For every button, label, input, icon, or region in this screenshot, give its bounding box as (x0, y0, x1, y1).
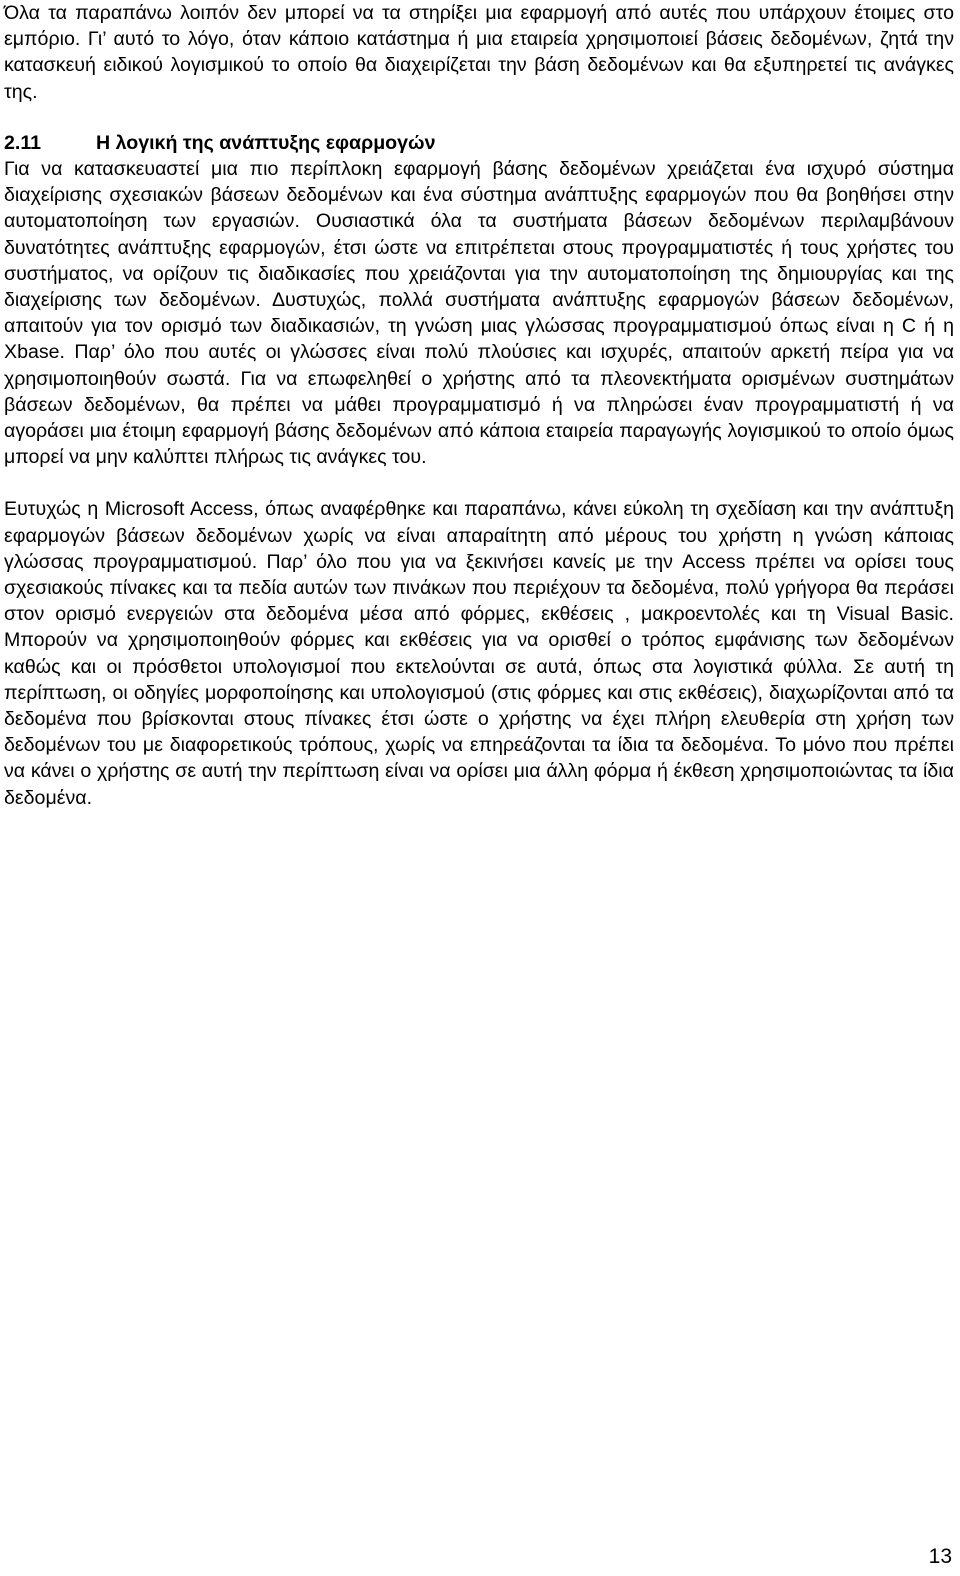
section-number: 2.11 (4, 131, 42, 154)
body-paragraph-2: Ευτυχώς η Microsoft Access, όπως αναφέρθηκε και παραπάνω, κάνει εύκολη τη σχεδίαση και την ανάπτυξη εφαρμογών βάσεων δεδομένων χωρίς να είναι απαραίτητη από μέρους του χρήστη η γνώση κάποιας γλώσσας προγραμματισμού. Παρ’ όλο που για να ξεκινήσει κανείς με την Access πρέπει να ορίσει τους σχεσιακούς πίνακες και τα πεδία αυτών των πινάκων που περιέχουν τα δεδομένα, πολύ γρήγορα θα περάσει στον ορισμό ενεργειών στα δεδομένα μέσα από φόρμες, εκθέσεις , μακροεντολές και τη Visual Basic. Μπορούν να χρησιμοποιηθούν φόρμες και εκθέσεις για να ορισθεί ο τρόπος εμφάνισης των δεδομένων καθώς και οι πρόσθετοι υπολογισμοί που εκτελούνται σε αυτά, όπως στα λογιστικά φύλλα. Σε αυτή τη περίπτωση, οι οδηγίες μορφοποίησης και υπολογισμού (στις φόρμες και στις εκθέσεις), διαχωρίζονται από τα δεδομένα που βρίσκονται στους πίνακες έτσι ώστε ο χρήστης να έχει πλήρη ελευθερία στη χρήση των δεδομένων του με διαφορετικούς τρόπους, χωρίς να επηρεάζονται τα ίδια τα δεδομένα. Το μόνο που πρέπει να κάνει ο χρήστης σε αυτή την περίπτωση είναι να ορίσει μια άλλη φόρμα ή έκθεση χρησιμοποιώντας τα ίδια δεδομένα. (4, 498, 954, 809)
intro-paragraph: Όλα τα παραπάνω λοιπόν δεν μπορεί να τα στηρίξει μια εφαρμογή από αυτές που υπάρχουν έτοιμες στο εμπόριο. Γι’ αυτό το λόγο, όταν κάποιο κατάστημα ή μια εταιρεία χρησιμοποιεί βάσεις δεδομένων, ζητά την κατασκευή ειδικού λογισμικού το οποίο θα διαχειρίζεται την βάση δεδομένων και θα εξυπηρετεί τις ανάγκες της. (4, 2, 954, 103)
body-paragraph-1: Για να κατασκευαστεί μια πιο περίπλοκη εφαρμογή βάσης δεδομένων χρειάζεται ένα ισχυρό σύστημα διαχείρισης σχεσιακών βάσεων δεδομένων και ένα σύστημα ανάπτυξης εφαρμογών που θα βοηθήσει στην αυτοματοποίηση των εργασιών. Ουσιαστικά όλα τα συστήματα βάσεων δεδομένων περιλαμβάνουν δυνατότητες ανάπτυξης εφαρμογών, έτσι ώστε να επιτρέπεται στους προγραμματιστές ή τους χρήστες του συστήματος, να ορίζουν τις διαδικασίες που χρειάζονται για την αυτοματοποίηση της δημιουργίας και της διαχείρισης των δεδομένων. Δυστυχώς, πολλά συστήματα ανάπτυξης εφαρμογών βάσεων δεδομένων, απαιτούν για τον ορισμό των διαδικασιών, τη γνώση μιας γλώσσας προγραμματισμού όπως είναι η C ή η Xbase. Παρ’ όλο που αυτές οι γλώσσες είναι πολύ πλούσιες και ισχυρές, απαιτούν αρκετή πείρα για να χρησιμοποιηθούν σωστά. Για να επωφεληθεί ο χρήστης από τα πλεονεκτήματα ορισμένων συστημάτων βάσεων δεδομένων, θα πρέπει να μάθει προγραμματισμό ή να πληρώσει έναν προγραμματιστή ή να αγοράσει μια έτοιμη εφαρμογή βάσης δεδομένων από κάποια εταιρεία παραγωγής λογισμικού το οποίο όμως μπορεί να μην καλύπτει πλήρως τις ανάγκες του. (4, 158, 954, 469)
page-number: 13 (928, 1545, 952, 1568)
section-title: Η λογική της ανάπτυξης εφαρμογών (96, 131, 436, 154)
section-heading (4, 130, 954, 156)
page-content (4, 0, 954, 811)
